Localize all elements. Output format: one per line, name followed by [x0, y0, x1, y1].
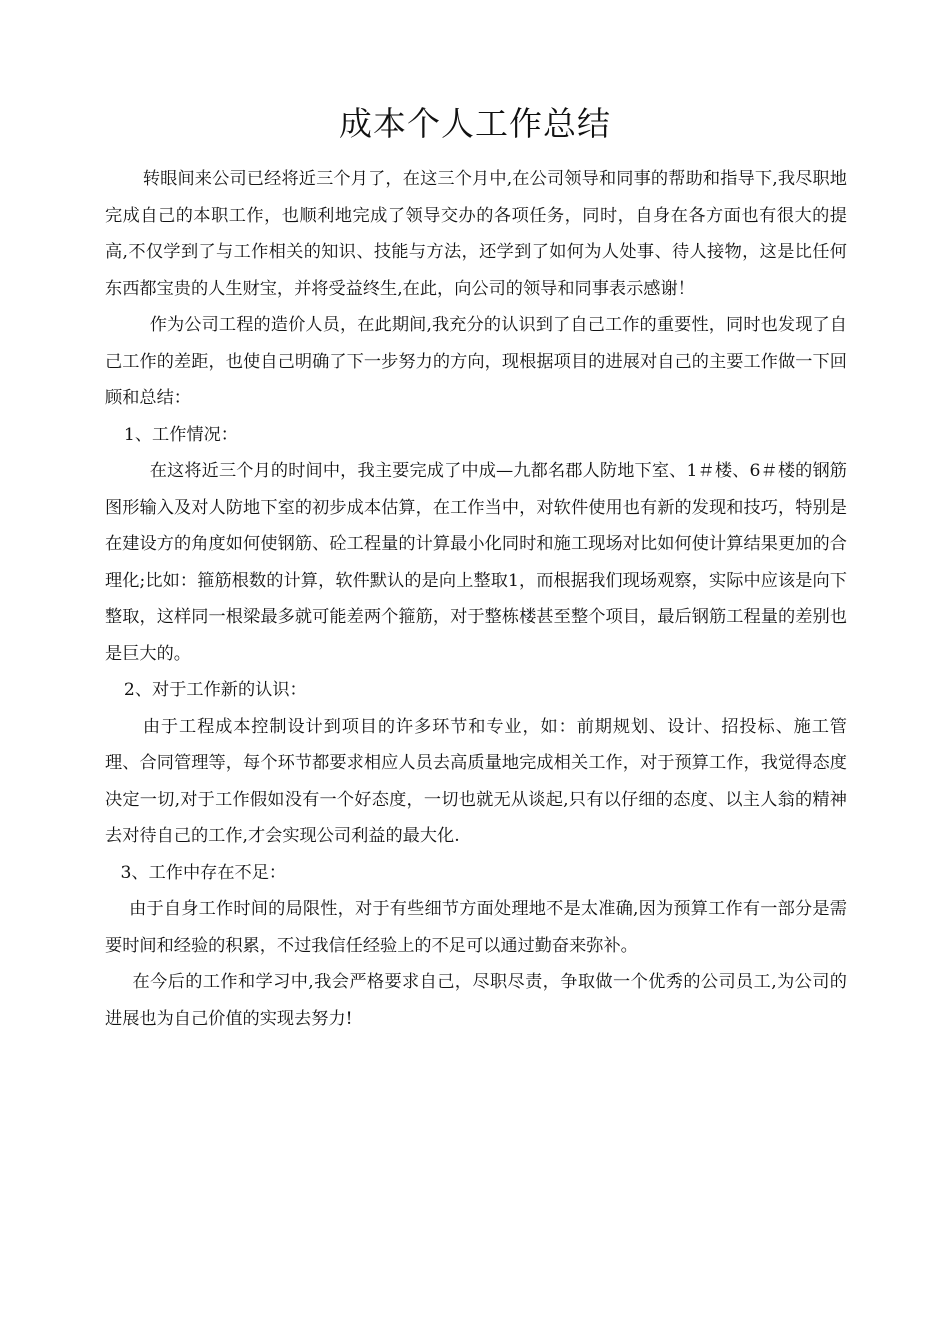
paragraph-intro: 转眼间来公司已经将近三个月了，在这三个月中,在公司领导和同事的帮助和指导下,我尽职地完成自己的本职工作，也顺利地完成了领导交办的各项任务，同时，自身在各方面也有很大的提高,不仅学到了与工作相关的知识、技能与方法，还学到了如何为人处事、待人接物，这是比任何东西都宝贵的人生财宝，并将受益终生,在此，向公司的领导和同事表示感谢！ [105, 169, 847, 299]
paragraph-work-status: 在这将近三个月的时间中，我主要完成了中成—九都名郡人防地下室、1＃楼、6＃楼的钢筋图形输入及对人防地下室的初步成本估算，在工作当中，对软件使用也有新的发现和技巧，特别是在建设方的角度如何使钢筋、砼工程量的计算最小化同时和施工现场对比如何使计算结果更加的合理化;比如：箍筋根数的计算，软件默认的是向上整取1，而根据我们现场观察，实际中应该是向下整取，这样同一根梁最多就可能差两个箍筋，对于整栋楼甚至整个项目，最后钢筋工程量的差别也是巨大的。 [105, 461, 847, 664]
document-title: 成本个人工作总结 [339, 104, 611, 143]
section-heading-shortcomings: 3、工作中存在不足： [120, 862, 287, 883]
section-heading-work-status: 1、工作情况： [123, 424, 238, 445]
section-heading-new-understanding: 2、对于工作新的认识： [123, 680, 307, 700]
paragraph-role: 作为公司工程的造价人员，在此期间,我充分的认识到了自己工作的重要性，同时也发现了自己工作的差距，也使自己明确了下一步努力的方向，现根据项目的进展对自己的主要工作做一下回顾和总结： [105, 315, 847, 408]
paragraph-closing: 在今后的工作和学习中,我会严格要求自己，尽职尽责，争取做一个优秀的公司员工,为公司的进展也为自己价值的实现去努力! [105, 972, 847, 1029]
paragraph-new-understanding: 由于工程成本控制设计到项目的许多环节和专业，如：前期规划、设计、招投标、施工管理、合同管理等，每个环节都要求相应人员去高质量地完成相关工作，对于预算工作，我觉得态度决定一切,对于工作假如没有一个好态度，一切也就无从谈起,只有以仔细的态度、以主人翁的精神去对待自己的工作,才会实现公司利益的最大化. [105, 716, 847, 846]
document-body [105, 161, 847, 1037]
paragraph-shortcomings: 由于自身工作时间的局限性，对于有些细节方面处理地不是太准确,因为预算工作有一部分是需要时间和经验的积累，不过我信任经验上的不足可以通过勤奋来弥补。 [105, 899, 847, 956]
